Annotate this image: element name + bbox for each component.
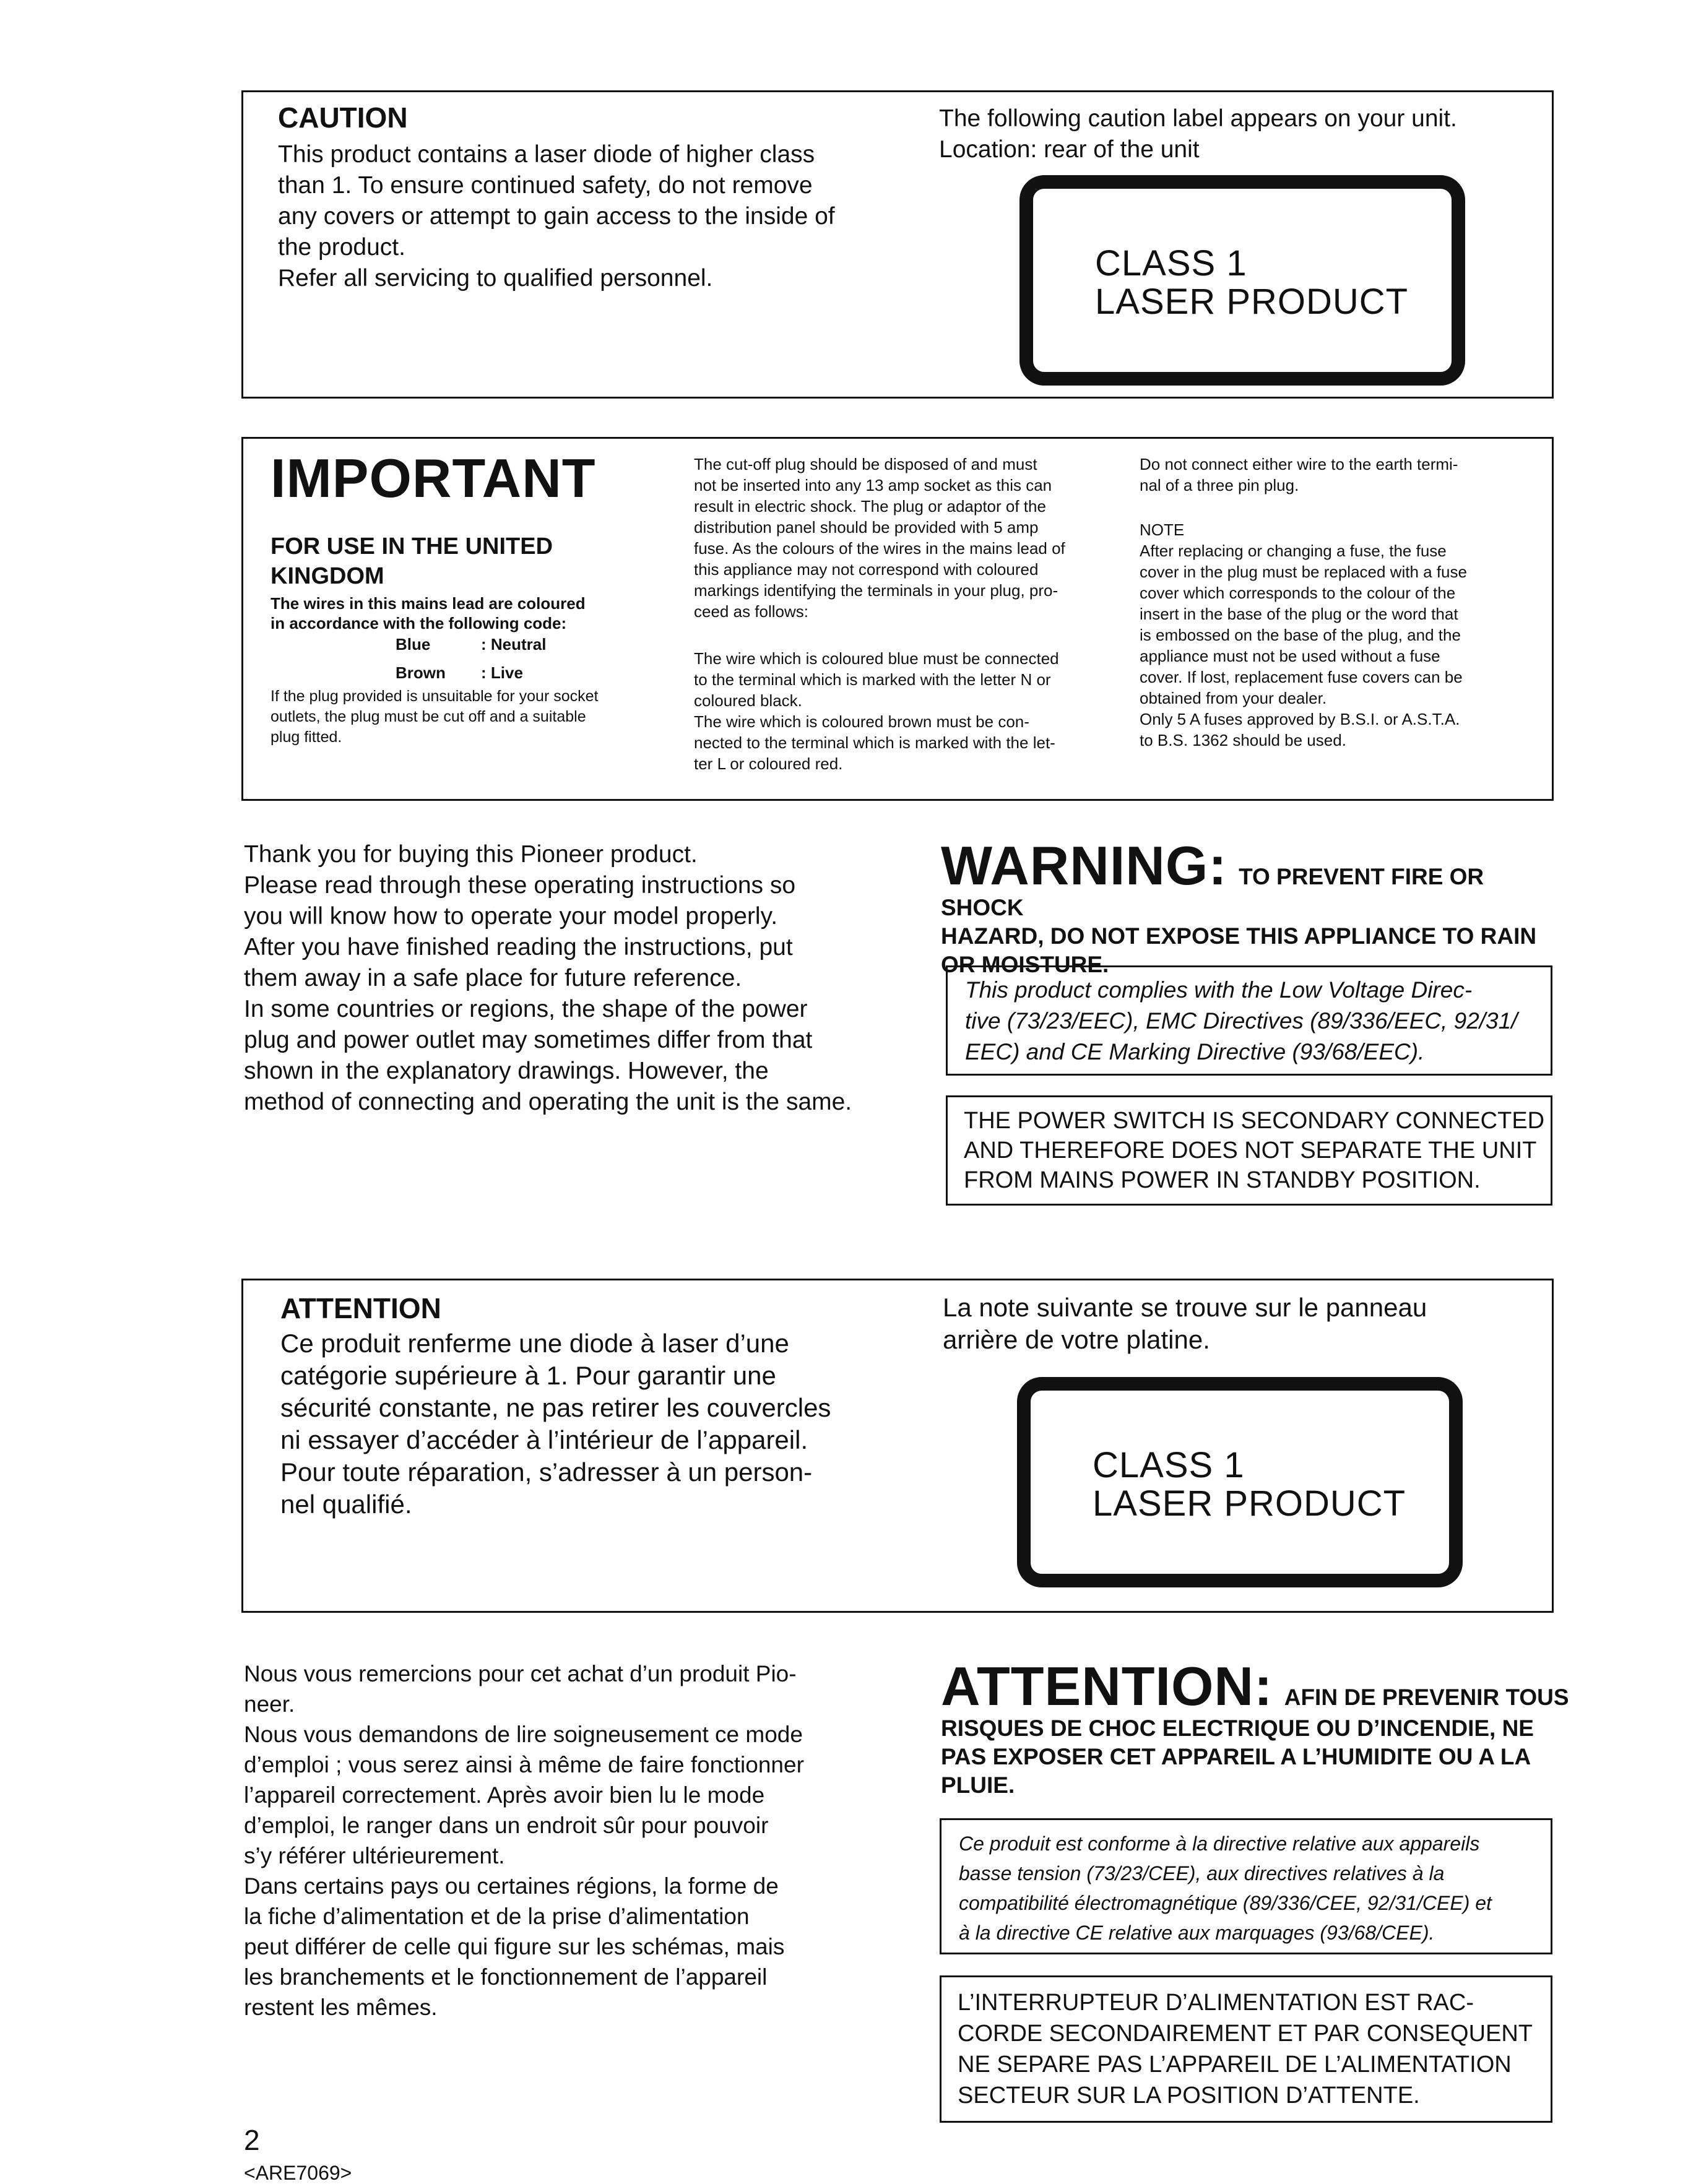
power-switch-text-fr: L’INTERRUPTEUR D’ALIMENTATION EST RAC- CORDE SECONDAIREMENT ET PAR CONSEQUENT NE SEPARE PAS L’APPAREIL DE L’ALIMENTATION SECTEUR SUR LA POSITION D’ATTENTE. xyxy=(958,1990,1533,2108)
warning-lines: HAZARD, DO NOT EXPOSE THIS APPLIANCE TO RAIN OR MOISTURE. xyxy=(941,923,1537,977)
unsuitable-plug-text: If the plug provided is unsuitable for your socket outlets, the plug must be cut off and a suitable plug fitted. xyxy=(271,688,599,746)
caution-section xyxy=(241,90,1554,399)
power-switch-box-fr xyxy=(940,1975,1552,2123)
directive-text: This product complies with the Low Voltage Direc- tive (73/23/EEC), EMC Directives (89/336/EEC, 92/31/ EEC) and CE Marking Directive (93/68/EEC). xyxy=(965,977,1518,1064)
power-switch-text: THE POWER SWITCH IS SECONDARY CONNECTED AND THEREFORE DOES NOT SEPARATE THE UNIT FROM MAINS POWER IN STANDBY POSITION. xyxy=(964,1108,1545,1193)
directive-text-fr: Ce produit est conforme à la directive relative aux appareils basse tension (73/23/CEE), aux directives relatives à la compatibilité électromagnétique (89/336/CEE, 92/31/CEE) et à la directive CE relative aux marquages (93/68/CEE). xyxy=(959,1832,1492,1944)
attention-section xyxy=(241,1279,1554,1613)
important-subtitle: FOR USE IN THE UNITED KINGDOM xyxy=(271,533,553,589)
code-brown-label: Brown xyxy=(396,663,446,682)
important-col2b: The wire which is coloured blue must be connected to the terminal which is marked with the letter N or coloured black. The wire which is coloured brown must be con- nected to the terminal which is marked with the let- ter L or coloured red. xyxy=(694,649,1059,773)
code-blue-value: : Neutral xyxy=(481,635,547,654)
attention-line1: AFIN DE PREVENIR TOUS xyxy=(1284,1685,1569,1710)
important-col3a: Do not connect either wire to the earth termi- nal of a three pin plug. xyxy=(1140,455,1458,494)
page-number: 2 xyxy=(244,2124,260,2156)
label-text: CLASS 1 LASER PRODUCT xyxy=(1095,243,1409,322)
attention-warning-heading xyxy=(941,1655,1572,1800)
attention-title: ATTENTION xyxy=(280,1292,441,1324)
label-location-text: The following caution label appears on your unit. Location: rear of the unit xyxy=(939,105,1457,163)
class1-laser-label xyxy=(1019,175,1465,386)
attention-big: ATTENTION: xyxy=(941,1655,1273,1717)
caution-title: CAUTION xyxy=(278,101,408,134)
caution-body: This product contains a laser diode of higher class than 1. To ensure continued safety, do not remove any covers or attempt to gain access to the inside of the product. Refer all servicing to qualified personnel. xyxy=(278,141,835,291)
wires-intro: The wires in this mains lead are coloured in accordance with the following code: xyxy=(271,594,586,632)
power-switch-box xyxy=(946,1095,1552,1206)
document-code: <ARE7069> xyxy=(244,2162,352,2184)
code-blue-label: Blue xyxy=(396,635,431,654)
thanks-english: Thank you for buying this Pioneer product. Please read through these operating instructions so you will know how to operate your model properly. After you have finished reading the instructions, put them away in a safe place for future reference. In some countries or regions, the shape of the power plug and power outlet may sometimes differ from that shown in the explanatory drawings. However, the method of connecting and operating the unit is the same. xyxy=(244,841,852,1115)
directive-box-fr xyxy=(940,1818,1552,1954)
label-text-fr: CLASS 1 LASER PRODUCT xyxy=(1093,1445,1406,1524)
warning-line1: TO PREVENT FIRE OR SHOCK xyxy=(941,864,1484,920)
attention-body: Ce produit renferme une diode à laser d’une catégorie supérieure à 1. Pour garantir une sécurité constante, ne pas retirer les couvercles ni essayer d’accéder à l’intérieur de l’appareil. Pour toute réparation, s’adresser à un person- nel qualifié. xyxy=(280,1329,831,1519)
warning-heading xyxy=(941,835,1572,979)
code-brown-value: : Live xyxy=(481,663,523,682)
directive-box xyxy=(946,965,1552,1076)
important-section xyxy=(241,437,1554,801)
thanks-french: Nous vous remercions pour cet achat d’un produit Pio- neer. Nous vous demandons de lire soigneusement ce mode d’emploi ; vous serez ainsi à même de faire fonctionner l’appareil correctement. Après avoir bien lu le mode d’emploi, le ranger dans un endroit sûr pour pouvoir s’y référer ultérieurement. Dans certains pays ou certaines régions, la forme de la fiche d’alimentation et de la prise d’alimentation peut différer de celle qui figure sur les schémas, mais les branchements et le fonctionnement de l’appareil restent les mêmes. xyxy=(244,1661,804,2020)
warning-big: WARNING: xyxy=(941,835,1227,896)
class1-laser-label-fr xyxy=(1017,1377,1463,1587)
important-title: IMPORTANT xyxy=(271,447,596,509)
important-col2a: The cut-off plug should be disposed of and must not be inserted into any 13 amp socket as this can result in electric shock. The plug or adaptor of the distribution panel should be provided with 5 amp fuse. As the colours of the wires in the mains lead of this appliance may not correspond with coloured markings identifying the terminals in your plug, pro- ceed as follows: xyxy=(694,455,1065,621)
label-note-fr: La note suivante se trouve sur le panneau arrière de votre platine. xyxy=(943,1293,1427,1354)
attention-lines: RISQUES DE CHOC ELECTRIQUE OU D’INCENDIE, NE PAS EXPOSER CET APPAREIL A L’HUMIDITE OU A LA PLUIE. xyxy=(941,1716,1534,1798)
important-col3b: NOTE After replacing or changing a fuse, the fuse cover in the plug must be replaced with a fuse cover which corresponds to the colour of the insert in the base of the plug or the word that is embossed on the base of the plug, and the appliance must not be used without a fuse cover. If lost, replacement fuse covers can be obtained from your dealer. Only 5 A fuses approved by B.S.I. or A.S.T.A. to B.S. 1362 should be used. xyxy=(1140,520,1467,749)
